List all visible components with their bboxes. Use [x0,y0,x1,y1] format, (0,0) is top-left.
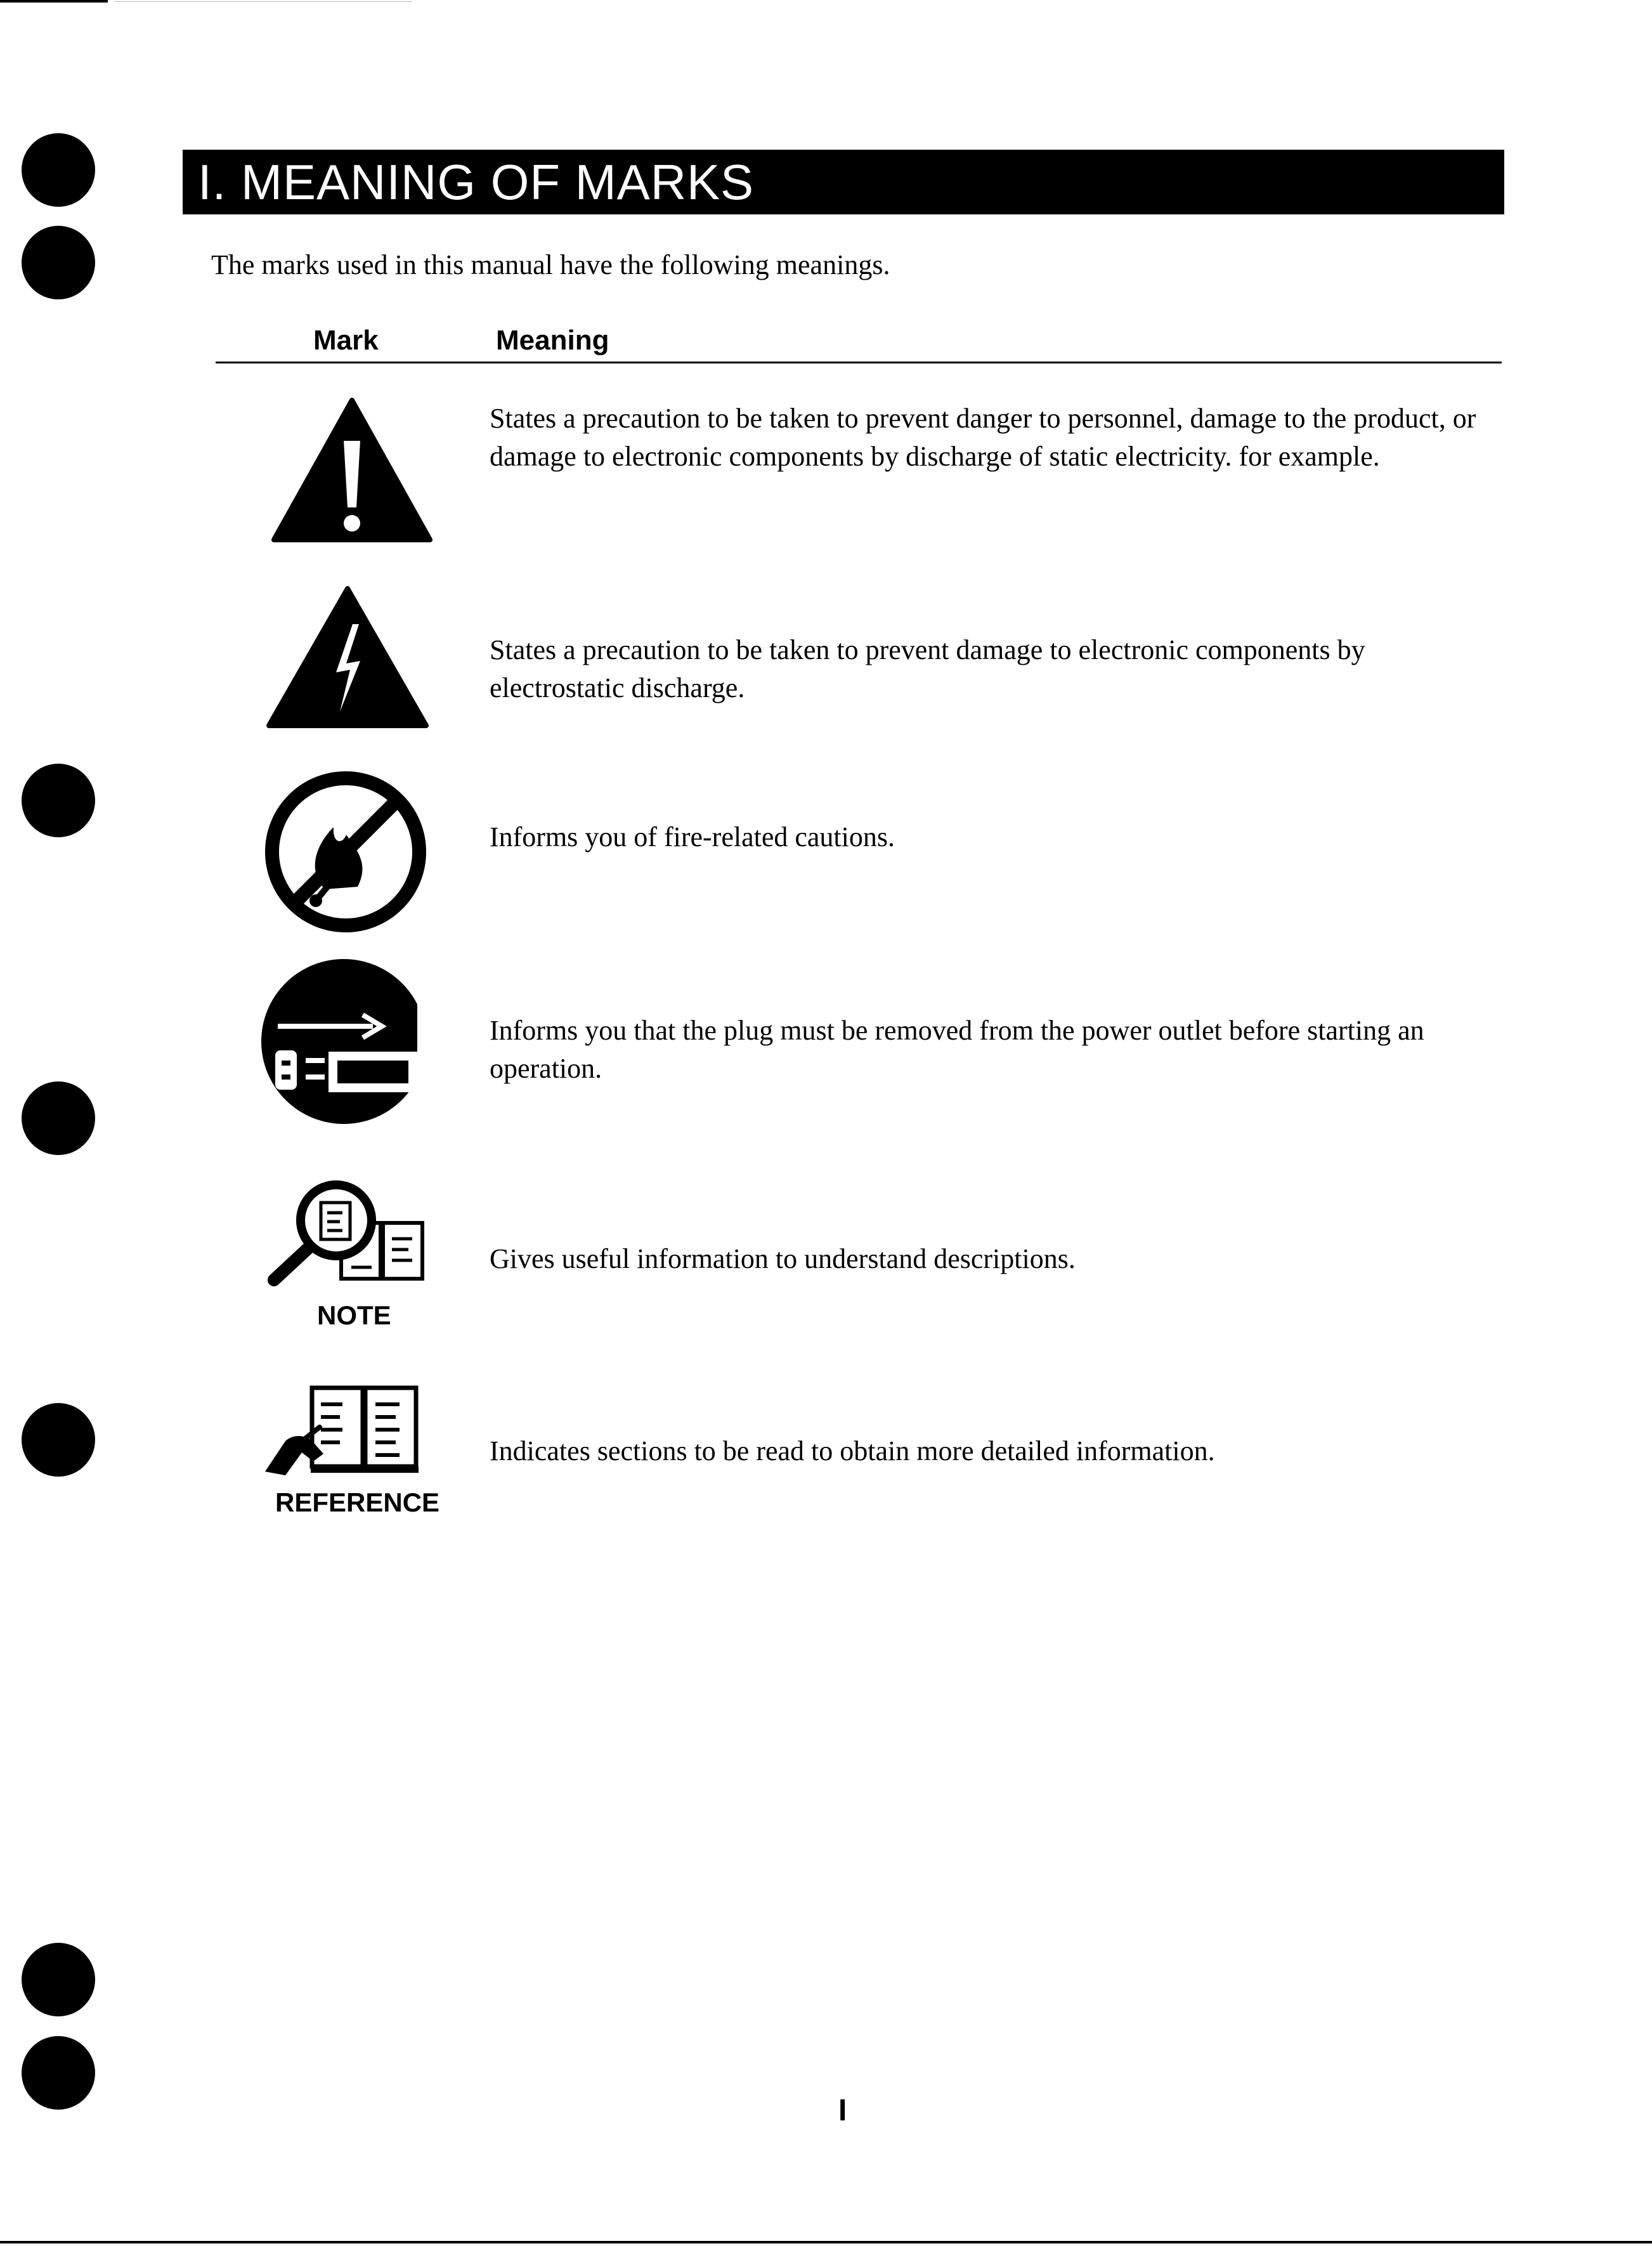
unplug-icon [259,957,417,1126]
note-icon [265,1178,430,1286]
binder-hole [22,1081,95,1155]
row-meaning: Informs you of fire-related cautions. [490,821,895,852]
section-title: I. MEANING OF MARKS [183,150,1504,214]
row-meaning: Informs you that the plug must be removed from the power outlet before starting an operation. [490,1015,1424,1084]
binder-hole [22,764,95,837]
reference-icon [260,1383,431,1478]
reference-label: REFERENCE [275,1487,440,1517]
binder-hole [22,2036,95,2110]
header-rule [216,362,1502,363]
row-meaning: Indicates sections to be read to obtain more detailed information. [490,1435,1215,1466]
binder-hole [22,133,95,207]
warning-exclamation-icon [271,396,433,544]
row-meaning: States a precaution to be taken to prevent damage to electronic components by electrostatic discharge. [490,634,1365,703]
bottom-rule [0,2241,1652,2243]
page-number: I [838,2094,847,2127]
no-fire-icon [263,769,429,935]
intro-text: The marks used in this manual have the following meanings. [211,249,890,280]
top-rule-thin [114,1,412,2]
top-rule [0,0,108,3]
binder-hole [22,1403,95,1477]
column-header-meaning: Meaning [496,325,609,356]
column-header-mark: Mark [313,325,379,356]
electrostatic-warning-icon [265,585,430,729]
row-meaning: Gives useful information to understand descriptions. [490,1243,1076,1274]
binder-hole [22,226,95,299]
note-label: NOTE [317,1300,391,1330]
row-meaning: States a precaution to be taken to prevent danger to personnel, damage to the product, or damage to electronic components by discharge of static electricity. for example. [490,403,1476,472]
binder-hole [22,1943,95,2016]
